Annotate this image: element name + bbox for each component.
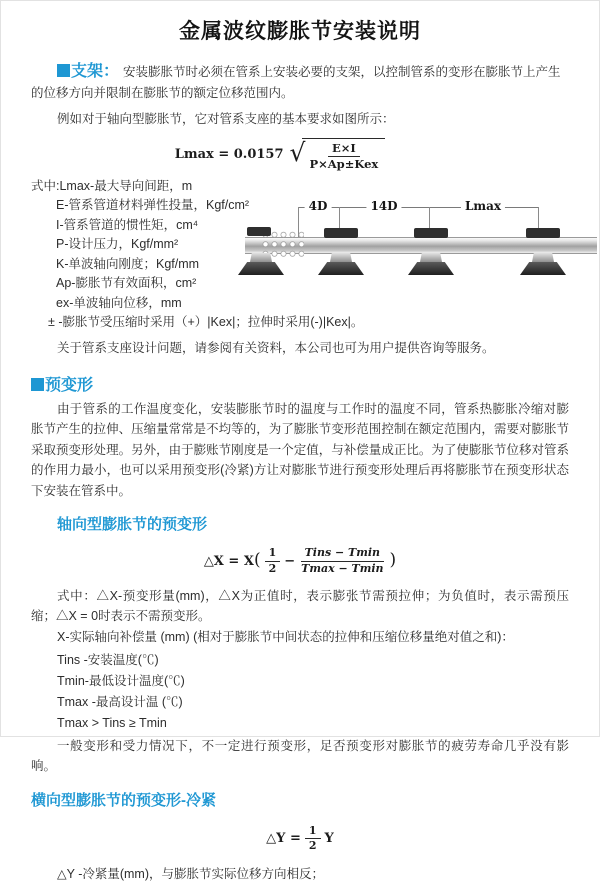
temp-inequality: Tmax > Tins ≥ Tmin bbox=[57, 715, 167, 730]
dimension-label-4d: 4D bbox=[305, 199, 332, 213]
lateral-formula-rhs: Y bbox=[324, 831, 334, 847]
definition-item: I-管系管道的惯性矩，cm⁴ bbox=[56, 217, 199, 232]
guide-support-icon bbox=[408, 193, 454, 289]
definition-item: 式中:Lmax-最大导向间距，m bbox=[31, 178, 193, 193]
predeform-section-label: 预变形 bbox=[45, 376, 94, 394]
square-root-icon: √ bbox=[289, 138, 306, 168]
pipe-support-diagram bbox=[245, 193, 597, 289]
axial-frac1-den: 2 bbox=[268, 561, 277, 575]
axial-subheading: 轴向型膨胀节的预变形 bbox=[57, 516, 208, 534]
axial-explain-paragraph: 式中：△X-预变形量(mm)，△X为正值时，表示膨张节需预拉伸；为负值时，表示需预压缩；△X = 0时表示不需预变形。 bbox=[31, 588, 569, 624]
support-note-line: 关于管系支座设计问题，请参阅有关资料，本公司也可为用户提供咨询等服务。 bbox=[57, 340, 495, 355]
guide-support-icon bbox=[318, 193, 364, 289]
temp-definition-tmax: Tmax -最高设计温 (℃) bbox=[57, 694, 183, 709]
axial-x-definition: X-实际轴向补偿量 (mm) (相对于膨胀节中间状态的拉伸和压缩位移量绝对值之和)： bbox=[57, 629, 514, 644]
predeform-paragraph: 由于管系的工作温度变化，安装膨胀节时的温度与工作时的温度不同，管系热膨胀冷缩对膨胀节产生的拉伸、压缩量常常是不均等的，为了膨胀节变形范围控制在额定范围内，需要对膨胀节采取预变形处理。另外，由于膨账节刚度是一个定值，与补偿量成正比。为了使膨胀节位移对管系的作用力最小，也可以采用预变形(冷紧)方让对膨胀节进行预变形处理后再将膨胀节在预变形状态下安装在管系中。 bbox=[31, 401, 569, 498]
axial-frac2-den: Tmax − Tmin bbox=[301, 561, 384, 575]
support-example-line: 例如对于轴向型膨胀节，它对管系支座的基本要求如图所示： bbox=[57, 112, 395, 126]
axial-formula-minus: − bbox=[284, 553, 296, 569]
definition-item: ex-单波轴向位移，mm bbox=[56, 295, 182, 310]
lateral-formula bbox=[31, 824, 569, 854]
axial-formula-lhs: △X = X bbox=[203, 553, 254, 569]
page-title: 金属波纹膨胀节安装说明 bbox=[179, 20, 421, 43]
section-square-icon bbox=[57, 64, 70, 77]
support-intro-text: 安装膨胀节时必须在管系上安装必要的支架，以控制管系的变形在膨胀节上产生的位移方向并限制在膨胀节的额定位移范围内。 bbox=[31, 65, 561, 100]
lateral-note: △Y -冷紧量(mm)，与膨胀节实际位移方向相反； bbox=[57, 866, 325, 881]
definition-item: P-设计压力，Kgf/mm² bbox=[56, 237, 179, 252]
support-section-lead bbox=[31, 61, 569, 104]
temp-definition-tmin: Tmin-最低设计温度(℃) bbox=[57, 673, 185, 688]
definition-item: Ap-膨胀节有效面积，cm² bbox=[56, 276, 197, 291]
guide-support-icon bbox=[520, 193, 566, 289]
lateral-frac-num: 1 bbox=[305, 824, 321, 839]
dimension-label-lmax: Lmax bbox=[461, 199, 505, 213]
lateral-frac-den: 2 bbox=[308, 839, 317, 853]
axial-formula: △X = X ( $\frac{1}{2}$ − $\frac{\text{Tins − Tmin}}{Tmax - Tmin}$ ) bbox=[203, 546, 397, 575]
lmax-formula-numerator: E×I bbox=[328, 141, 360, 157]
anchor-support-icon bbox=[238, 193, 284, 289]
lmax-formula-lhs: Lmax = 0.0157 bbox=[174, 147, 284, 163]
definition-item: K-单波轴向刚度；Kgf/mm bbox=[56, 256, 200, 271]
lmax-formula-denominator: P×Ap±Kex bbox=[309, 156, 379, 171]
lateral-formula-lhs: △Y = bbox=[266, 831, 301, 847]
lmax-formula bbox=[31, 138, 529, 172]
lateral-subheading: 横向型膨胀节的预变形-冷紧 bbox=[31, 791, 216, 809]
definition-item: ± -膨胀节受压缩时采用（+）|Kex|；拉伸时采用(-)|Kex|。 bbox=[48, 315, 364, 330]
dimension-label-14d: 14D bbox=[366, 199, 401, 213]
axial-frac1-num: 1 bbox=[265, 546, 281, 561]
axial-frac2-num: Tins − Tmin bbox=[301, 546, 384, 561]
definition-item: E-管系管道材料弹性投量，Kgf/cm² bbox=[56, 198, 250, 213]
support-section-label: 支架： bbox=[71, 63, 120, 80]
axial-note: 一般变形和受力情况下，不一定进行预变形，足否预变形对膨胀节的疲劳寿命几乎没有影响。 bbox=[31, 738, 569, 774]
predeform-section-header bbox=[31, 372, 569, 395]
temp-definition-tins: Tins -安装温度(℃) bbox=[57, 652, 159, 667]
section-square-icon bbox=[31, 378, 44, 391]
